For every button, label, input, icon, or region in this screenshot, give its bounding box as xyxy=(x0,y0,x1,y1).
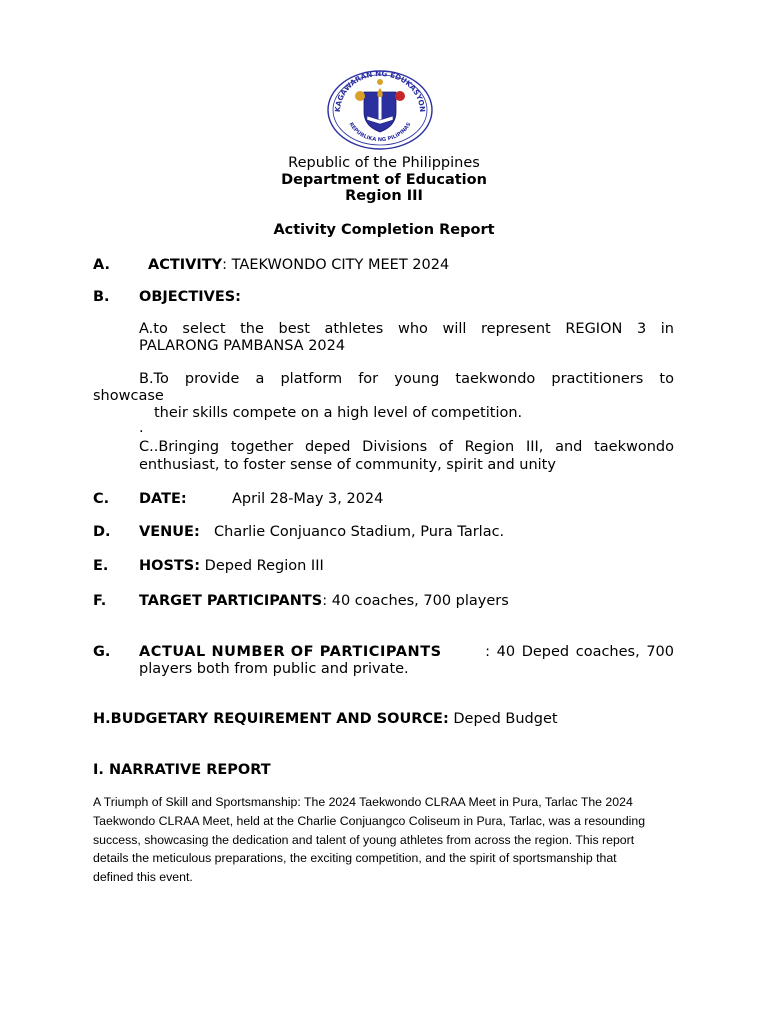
narrative-line: success, showcasing the dedication and talent of young athletes from across the region. This report xyxy=(93,832,635,847)
narrative-paragraph xyxy=(93,793,645,887)
seal-top-text: KAGAWARAN NG EDUKASYON xyxy=(332,70,428,113)
seal-bottom-text: REPUBLIKA NG PILIPINAS xyxy=(347,121,413,144)
section-b-label: OBJECTIVES: xyxy=(139,289,241,305)
section-a-line xyxy=(148,257,449,274)
objective-b-line1: B.To provide a platform for young taekwondo practitioners to xyxy=(139,371,674,387)
section-d-label: VENUE: xyxy=(139,524,200,540)
section-a-label: ACTIVITY xyxy=(148,257,223,273)
section-c-value: April 28-May 3, 2024 xyxy=(232,491,384,507)
section-f-letter: F. xyxy=(93,593,107,609)
section-b-letter: B. xyxy=(93,289,110,305)
section-d-letter: D. xyxy=(93,524,111,540)
section-f-label: TARGET PARTICIPANTS xyxy=(139,593,323,609)
section-g-line1 xyxy=(139,644,674,661)
section-g-value-2: players both from public and private. xyxy=(139,661,409,677)
narrative-line: Taekwondo CLRAA Meet, held at the Charlie Conjuangco Coliseum in Pura, Tarlac, was a resounding xyxy=(93,813,646,828)
header-region: Region III xyxy=(345,188,423,204)
header-department: Department of Education xyxy=(281,172,487,188)
objective-a-line1: A.to select the best athletes who will represent REGION 3 in xyxy=(139,321,674,337)
section-h-value: Deped Budget xyxy=(448,711,558,727)
report-title: Activity Completion Report xyxy=(273,222,495,238)
section-e-label: HOSTS: xyxy=(139,558,201,574)
section-i-label: I. NARRATIVE REPORT xyxy=(93,762,271,778)
section-c-letter: C. xyxy=(93,491,110,507)
section-d-value: Charlie Conjuanco Stadium, Pura Tarlac. xyxy=(214,524,505,540)
section-g-letter: G. xyxy=(93,644,111,660)
objective-c-line2: enthusiast, to foster sense of community, spirit and unity xyxy=(139,457,556,473)
section-a-value: : TAEKWONDO CITY MEET 2024 xyxy=(222,257,450,273)
section-e-line xyxy=(139,558,324,575)
objective-b-line3: their skills compete on a high level of competition. xyxy=(154,405,523,421)
section-g-label: ACTUAL NUMBER OF PARTICIPANTS xyxy=(139,644,442,660)
section-a-letter: A. xyxy=(93,257,110,273)
section-e-letter: E. xyxy=(93,558,109,574)
section-f-line xyxy=(139,593,509,610)
section-g-value-1: : 40 Deped coaches, 700 xyxy=(485,644,674,660)
objective-dot: . xyxy=(139,420,144,436)
objective-c-line1: C..Bringing together deped Divisions of Region III, and taekwondo xyxy=(139,439,674,455)
header-republic: Republic of the Philippines xyxy=(288,155,480,171)
objective-b-line2: showcase xyxy=(93,388,164,404)
narrative-line: details the meticulous preparations, the exciting competition, and the spirit of sportsmanship that xyxy=(93,851,617,866)
section-c-label: DATE: xyxy=(139,491,187,507)
section-h-label: H.BUDGETARY REQUIREMENT AND SOURCE: xyxy=(93,711,449,727)
section-e-value: Deped Region III xyxy=(200,558,324,574)
objective-a-line2: PALARONG PAMBANSA 2024 xyxy=(139,338,346,354)
narrative-line: A Triumph of Skill and Sportsmanship: The 2024 Taekwondo CLRAA Meet in Pura, Tarlac The 2024 xyxy=(93,795,633,809)
section-f-value: : 40 coaches, 700 players xyxy=(322,593,509,609)
narrative-line: defined this event. xyxy=(93,870,193,885)
section-h-line xyxy=(93,711,558,728)
deped-seal xyxy=(326,70,434,150)
